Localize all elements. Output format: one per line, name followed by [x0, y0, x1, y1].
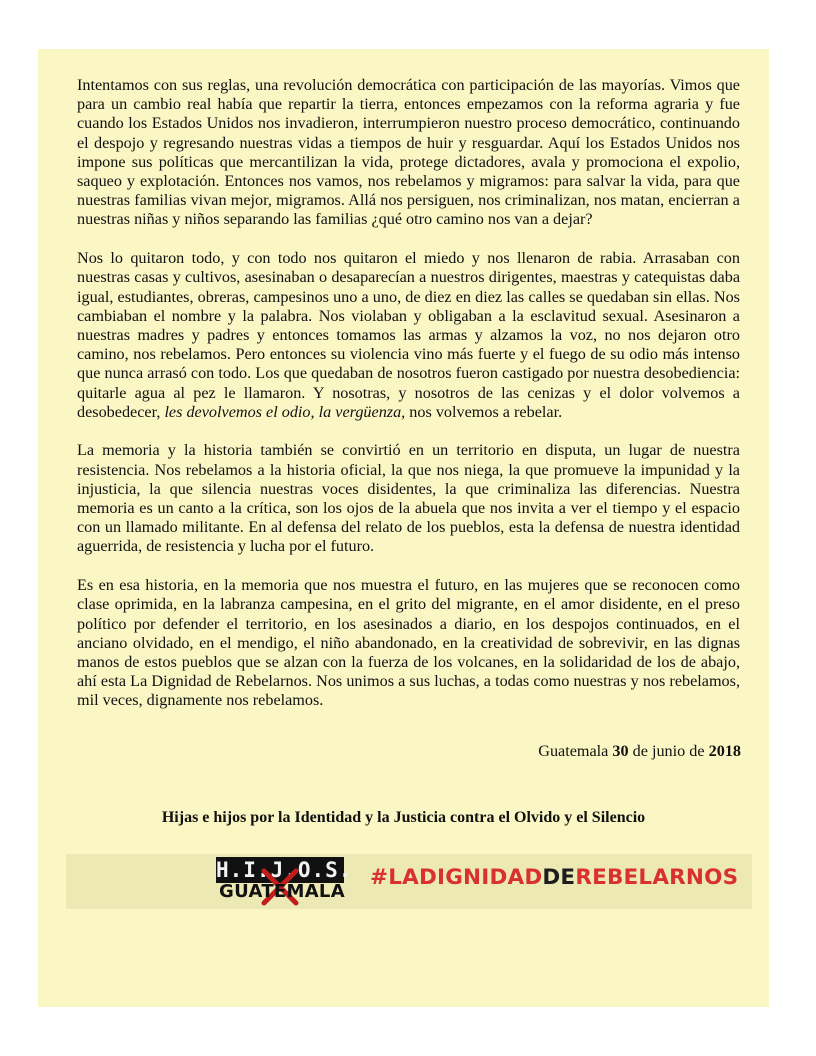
hashtag-text — [370, 865, 738, 890]
date-day: 30 — [612, 742, 629, 760]
hashtag-part-1: #LADIGNIDAD — [370, 865, 543, 890]
signature: Hijas e hijos por la Identidad y la Justicia contra el Olvido y el Silencio — [161, 809, 646, 826]
hashtag-part-2: DE — [542, 865, 576, 890]
date-place: Guatemala — [538, 742, 609, 760]
paragraph-1: Intentamos con sus reglas, una revolución democrática con participación de las mayorías. Vimos que para un cambio real había que repartir la tierra, entonces empezamos con la reforma agraria y fue cuando los Estados Unidos nos invadieron, interrumpieron nuestro proceso democrático, continuando el despojo y regresando nuestras vidas a tiempos de huir y resguardar. Aquí los Estados Unidos nos impone sus políticas que mercantilizan la vida, protege dictadores, avala y promociona el expolio, saqueo y explotación. Entonces nos vamos, nos rebelamos y migramos: para salvar la vida, para que nuestras familias vivan mejor, migramos. Allá nos persiguen, nos criminalizan, nos matan, encierran a nuestras niñas y niños separando las familias ¿qué otro camino nos van a dejar? — [77, 76, 740, 229]
hashtag-part-3: REBELARNOS — [575, 865, 739, 890]
footer-banner — [66, 854, 752, 909]
paragraph-2 — [77, 249, 740, 422]
date-month: de junio de — [632, 742, 705, 760]
paragraph-2-italic: les devolvemos el odio, la vergüenza, — [164, 402, 406, 421]
document-sheet — [38, 49, 769, 1007]
hijos-logo-top: H.I.J.O.S. — [216, 858, 353, 882]
hijos-logo-bottom: GUATEMALA — [219, 881, 345, 902]
paragraph-3: La memoria y la historia también se convirtió en un territorio en disputa, un lugar de nuestra resistencia. Nos rebelamos a la historia oficial, la que nos niega, la que promueve la impunidad y la injusticia, la que silencia nuestras voces disidentes, la que criminaliza las diferencias. Nuestra memoria es un canto a la crítica, son los ojos de la abuela que nos invita a ver el tiempo y el espacio con un llamado militante. En al defensa del relato de los pueblos, esta la defensa de nuestra identidad aguerrida, de resistencia y lucha por el futuro. — [77, 441, 740, 556]
date-year: 2018 — [708, 742, 741, 760]
hijos-logo — [212, 857, 352, 907]
date-line — [538, 742, 741, 761]
letter-body — [77, 76, 740, 730]
paragraph-4: Es en esa historia, en la memoria que nos muestra el futuro, en las mujeres que se reconocen como clase oprimida, en la labranza campesina, en el grito del migrante, en el amor disidente, en el preso político por defender el territorio, en los asesinados a diario, en los despojos continuados, en el anciano olvidado, en el mendigo, el niño abandonado, en la creatividad de sobrevivir, en las dignas manos de estos pueblos que se alzan con la fuerza de los volcanes, en la solidaridad de los de abajo, ahí esta La Dignidad de Rebelarnos. Nos unimos a sus luchas, a todas como nuestras y nos rebelamos, mil veces, dignamente nos rebelamos. — [77, 576, 740, 710]
paragraph-2-text: Nos lo quitaron todo, y con todo nos quitaron el miedo y nos llenaron de rabia. Arrasaban con nuestras casas y cultivos, asesinaban o desaparecían a nuestros dirigentes, maestras y catequistas daba igual, estudiantes, obreras, campesinos uno a uno, de diez en diez las calles se quedaban sin ellas. Nos cambiaban el nombre y la palabra. Nos violaban y obligaban a la esclavitud sexual. Asesinaron a nuestras madres y padres y entonces tomamos las armas y alzamos la voz, no nos dejaron otro camino, nos rebelamos. Pero entonces su violencia vino más fuerte y el fuego de su odio más intenso que nunca arrasó con todo. Los que quedaban de nosotros fueron castigado por nuestra desobediencia: quitarle agua al pez le llamaron. Y nosotras, y nosotros de las cenizas y el dolor volvemos a desobedecer, — [77, 249, 740, 421]
paragraph-2-end: nos volvemos a rebelar. — [409, 402, 563, 421]
